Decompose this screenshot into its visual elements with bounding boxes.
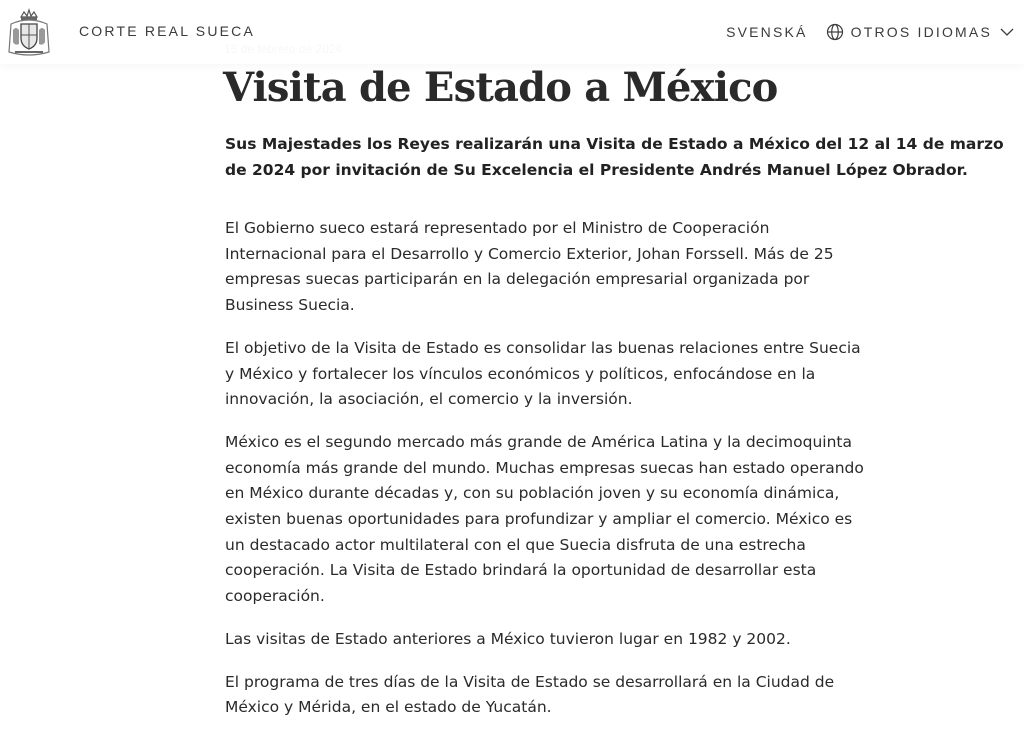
chevron-down-icon	[1000, 27, 1014, 37]
article-paragraph: El programa de tres días de la Visita de Estado se desarrollará en la Ciudad de México y Mérida, en el estado de Yucatán.	[225, 672, 835, 717]
article-paragraph: El Gobierno sueco estará representado por el Ministro de Cooperación Internacional para el Desarrollo y Comercio Exterior, Johan Forssell. Más de 25 empresas suecas participarán en la delegación empresarial organizada por Business Suecia.	[225, 219, 834, 315]
globe-icon	[826, 23, 844, 41]
other-languages-dropdown[interactable]	[826, 23, 1014, 41]
site-header	[0, 0, 1024, 64]
article-paragraph: Las visitas de Estado anteriores a México tuvieron lugar en 1982 y 2002.	[225, 629, 791, 648]
article-paragraph: El objetivo de la Visita de Estado es consolidar las buenas relaciones entre Suecia y México y fortalecer los vínculos económicos y políticos, enfocándose en la innovación, la asociación, el comercio y la inversión.	[225, 338, 861, 409]
site-title-link[interactable]: CORTE REAL SUECA	[79, 23, 256, 39]
royal-coat-of-arms-icon[interactable]	[5, 8, 53, 58]
article-title: Visita de Estado a México	[223, 64, 778, 111]
language-nav	[726, 23, 1014, 41]
article-lead: Sus Majestades los Reyes realizarán una Visita de Estado a México del 12 al 14 de marzo de 2024 por invitación de Su Excelencia el Presidente Andrés Manuel López Obrador.	[225, 135, 1004, 179]
swedish-language-link[interactable]: SVENSKÁ	[726, 24, 808, 40]
other-languages-label: OTROS IDIOMAS	[850, 24, 992, 40]
article-body	[225, 216, 865, 738]
article-paragraph: México es el segundo mercado más grande de América Latina y la decimoquinta economía más grande del mundo. Muchas empresas suecas han estado operando en México durante décadas y, con su población joven y su economía dinámica, existen buenas oportunidades para profundizar y ampliar el comercio. México es un destacado actor multilateral con el que Suecia disfruta de una estrecha cooperación. La Visita de Estado brindará la oportunidad de desarrollar esta cooperación.	[225, 432, 864, 606]
